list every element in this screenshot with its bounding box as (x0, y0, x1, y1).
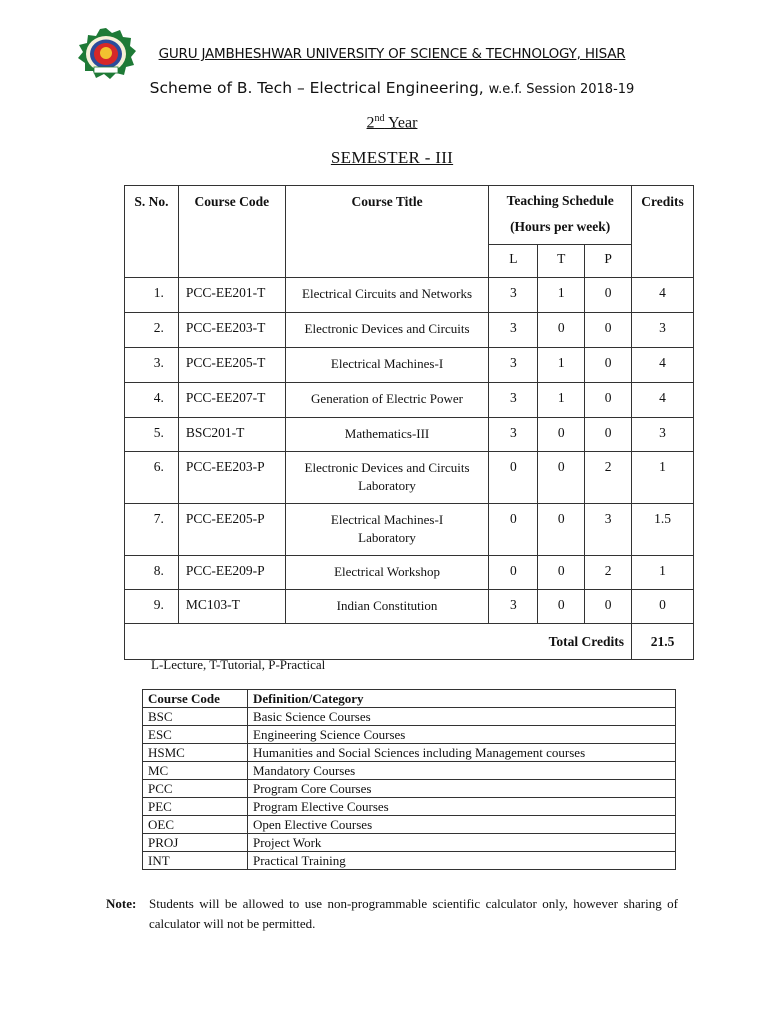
row-p: 0 (585, 313, 632, 348)
defs-code: PEC (143, 798, 248, 816)
header-course-code: Course Code (178, 186, 285, 278)
defs-row (143, 834, 676, 852)
header-schedule-line2: (Hours per week) (510, 219, 611, 234)
row-l: 3 (489, 590, 538, 624)
defs-definition: Engineering Science Courses (248, 726, 676, 744)
row-credits: 4 (632, 348, 694, 383)
defs-definition: Program Core Courses (248, 780, 676, 798)
table-row (125, 452, 694, 504)
table-row (125, 313, 694, 348)
ltp-legend: L-Lecture, T-Tutorial, P-Practical (151, 657, 326, 672)
defs-definition: Humanities and Social Sciences including Management courses (248, 744, 676, 762)
row-sno: 9. (125, 590, 179, 624)
defs-definition: Basic Science Courses (248, 708, 676, 726)
calculator-note (106, 894, 678, 934)
header-credits: Credits (632, 186, 694, 278)
defs-code: INT (143, 852, 248, 870)
defs-row (143, 726, 676, 744)
row-code: PCC-EE201-T (178, 278, 285, 313)
defs-code: ESC (143, 726, 248, 744)
defs-row (143, 780, 676, 798)
row-sno: 7. (125, 504, 179, 556)
row-title: Electronic Devices and Circuits Laboratory (285, 452, 489, 504)
table-row (125, 504, 694, 556)
row-code: PCC-EE203-P (178, 452, 285, 504)
row-p: 0 (585, 383, 632, 418)
row-l: 0 (489, 452, 538, 504)
scheme-session: w.e.f. Session 2018-19 (488, 82, 635, 97)
row-title: Mathematics-III (285, 418, 489, 452)
row-credits: 4 (632, 383, 694, 418)
university-logo (74, 27, 138, 81)
row-code: PCC-EE205-P (178, 504, 285, 556)
row-p: 0 (585, 418, 632, 452)
header-p: P (585, 245, 632, 278)
row-l: 3 (489, 348, 538, 383)
row-t: 1 (538, 383, 585, 418)
row-credits: 3 (632, 418, 694, 452)
row-t: 1 (538, 348, 585, 383)
row-t: 0 (538, 504, 585, 556)
note-text: Students will be allowed to use non-programmable scientific calculator only, however sharing of calculator will not be permitted. (149, 896, 678, 931)
defs-row (143, 708, 676, 726)
year-word: Year (384, 114, 418, 132)
table-row (125, 383, 694, 418)
row-title: Electrical Machines-I (285, 348, 489, 383)
row-code: PCC-EE205-T (178, 348, 285, 383)
year-number: 2 (366, 114, 375, 132)
row-p: 3 (585, 504, 632, 556)
row-l: 0 (489, 556, 538, 590)
header-sno: S. No. (125, 186, 179, 278)
row-title: Electrical Circuits and Networks (285, 278, 489, 313)
defs-row (143, 744, 676, 762)
row-credits: 1 (632, 452, 694, 504)
row-title: Electrical Workshop (285, 556, 489, 590)
defs-code: HSMC (143, 744, 248, 762)
total-credits-value: 21.5 (632, 624, 694, 660)
defs-definition: Open Elective Courses (248, 816, 676, 834)
row-p: 2 (585, 556, 632, 590)
row-credits: 3 (632, 313, 694, 348)
row-l: 3 (489, 418, 538, 452)
row-title: Electrical Machines-I Laboratory (285, 504, 489, 556)
row-p: 2 (585, 452, 632, 504)
header-t: T (538, 245, 585, 278)
header-teaching-schedule (489, 186, 632, 245)
row-sno: 5. (125, 418, 179, 452)
defs-header-row (143, 690, 676, 708)
row-credits: 1.5 (632, 504, 694, 556)
row-t: 0 (538, 313, 585, 348)
row-title: Generation of Electric Power (285, 383, 489, 418)
row-title: Electronic Devices and Circuits (285, 313, 489, 348)
table-row (125, 590, 694, 624)
row-t: 0 (538, 556, 585, 590)
scheme-main: Scheme of B. Tech – Electrical Engineering, (149, 79, 489, 97)
row-code: PCC-EE207-T (178, 383, 285, 418)
row-l: 3 (489, 313, 538, 348)
row-sno: 6. (125, 452, 179, 504)
course-scheme-table (124, 185, 694, 660)
row-t: 0 (538, 590, 585, 624)
row-t: 1 (538, 278, 585, 313)
defs-header-code: Course Code (143, 690, 248, 708)
row-p: 0 (585, 278, 632, 313)
course-category-table (142, 689, 676, 870)
row-title: Indian Constitution (285, 590, 489, 624)
defs-code: OEC (143, 816, 248, 834)
defs-definition: Program Elective Courses (248, 798, 676, 816)
defs-row (143, 852, 676, 870)
row-l: 0 (489, 504, 538, 556)
row-code: MC103-T (178, 590, 285, 624)
row-p: 0 (585, 590, 632, 624)
header-l: L (489, 245, 538, 278)
defs-definition: Practical Training (248, 852, 676, 870)
defs-code: PCC (143, 780, 248, 798)
university-name: GURU JAMBHESHWAR UNIVERSITY OF SCIENCE & TECHNOLOGY, HISAR (158, 46, 626, 62)
table-row (125, 348, 694, 383)
row-sno: 1. (125, 278, 179, 313)
defs-code: BSC (143, 708, 248, 726)
defs-definition: Mandatory Courses (248, 762, 676, 780)
row-sno: 8. (125, 556, 179, 590)
row-code: PCC-EE209-P (178, 556, 285, 590)
row-t: 0 (538, 418, 585, 452)
total-row (125, 624, 694, 660)
defs-code: MC (143, 762, 248, 780)
row-p: 0 (585, 348, 632, 383)
defs-definition: Project Work (248, 834, 676, 852)
university-seal-icon (74, 27, 138, 81)
year-suffix: nd (374, 113, 385, 124)
defs-header-definition: Definition/Category (248, 690, 676, 708)
semester-heading: SEMESTER - III (330, 148, 454, 167)
defs-row (143, 816, 676, 834)
defs-code: PROJ (143, 834, 248, 852)
table-header-row (125, 186, 694, 245)
row-credits: 1 (632, 556, 694, 590)
table-row (125, 278, 694, 313)
row-credits: 0 (632, 590, 694, 624)
table-row (125, 556, 694, 590)
row-sno: 4. (125, 383, 179, 418)
row-code: BSC201-T (178, 418, 285, 452)
header-schedule-line1: Teaching Schedule (506, 193, 614, 208)
scheme-title (0, 79, 768, 97)
row-t: 0 (538, 452, 585, 504)
defs-row (143, 762, 676, 780)
note-label: Note: (106, 896, 137, 911)
table-row (125, 418, 694, 452)
row-credits: 4 (632, 278, 694, 313)
row-l: 3 (489, 278, 538, 313)
defs-row (143, 798, 676, 816)
row-l: 3 (489, 383, 538, 418)
total-credits-label: Total Credits (125, 624, 632, 660)
row-sno: 3. (125, 348, 179, 383)
row-code: PCC-EE203-T (178, 313, 285, 348)
year-heading (0, 113, 768, 132)
header-course-title: Course Title (285, 186, 489, 278)
row-sno: 2. (125, 313, 179, 348)
